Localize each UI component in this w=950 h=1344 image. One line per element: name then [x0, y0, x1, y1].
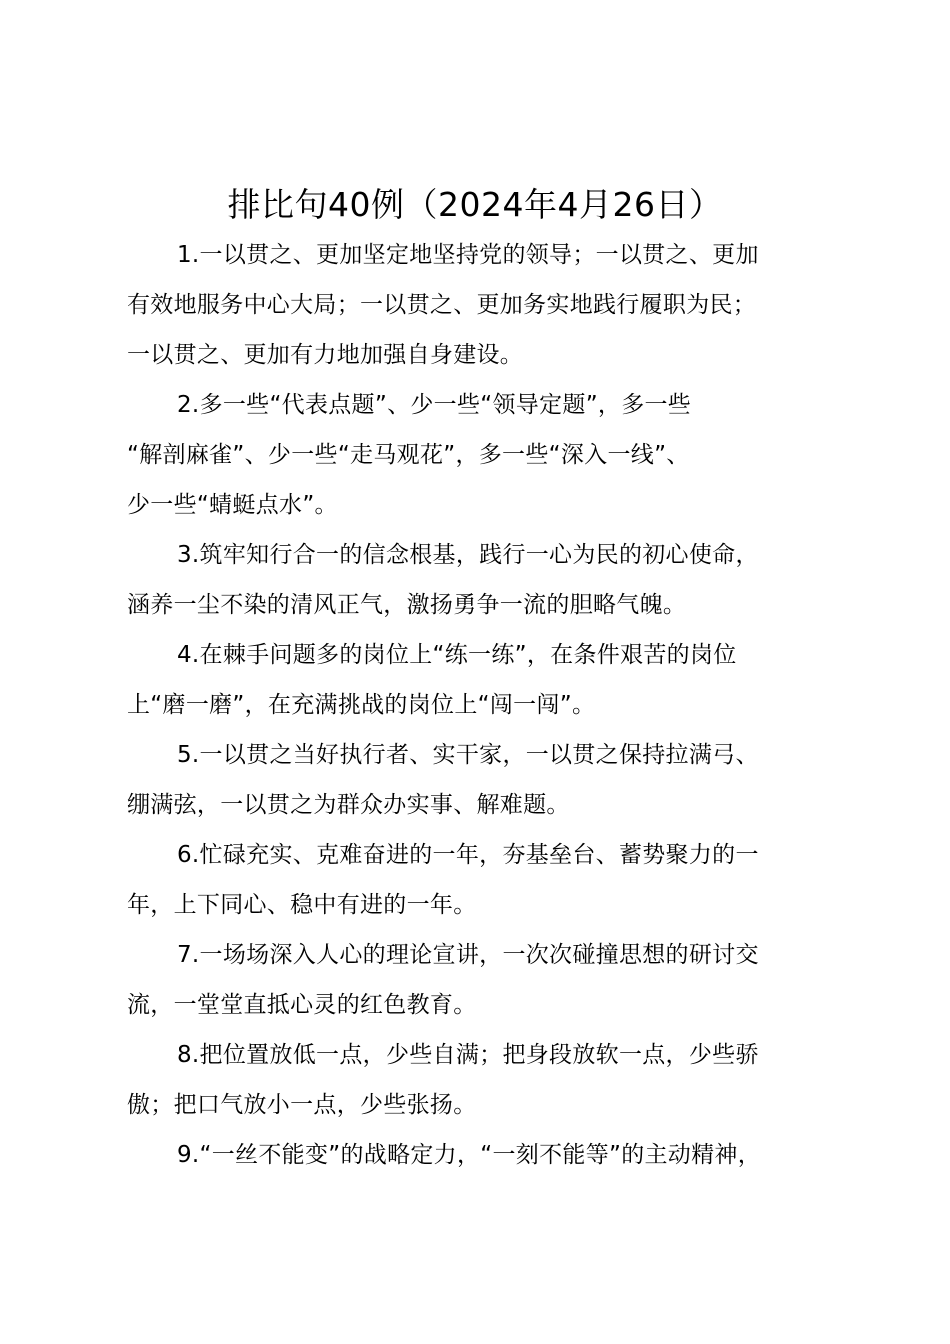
paragraph-9: [127, 1130, 832, 1180]
paragraph-line: 一以贯之、更加有力地加强自身建设。: [127, 342, 524, 368]
paragraph-2: [127, 380, 832, 530]
paragraph-6: [127, 830, 832, 930]
paragraph-4: [127, 630, 832, 730]
paragraph-line: 7.一场场深入人心的理论宣讲，一次次碰撞思想的研讨交: [177, 942, 759, 968]
paragraph-line: 年，上下同心、稳中有进的一年。: [127, 892, 477, 918]
paragraph-line: 6.忙碌充实、克难奋进的一年，夯基垒台、蓄势聚力的一: [177, 842, 759, 868]
paragraph-line: 1.一以贯之、更加坚定地坚持党的领导；一以贯之、更加: [177, 242, 759, 268]
paragraph-line: 上“磨一磨”，在充满挑战的岗位上“闯一闯”。: [127, 692, 596, 718]
paragraph-line: 流，一堂堂直抵心灵的红色教育。: [127, 992, 477, 1018]
paragraph-line: 涵养一尘不染的清风正气，激扬勇争一流的胆略气魄。: [127, 592, 687, 618]
paragraph-line: 少一些“蜻蜓点水”。: [127, 492, 338, 518]
document-title: 排比句40例（2024年4月26日）: [227, 185, 723, 224]
paragraph-line: 5.一以贯之当好执行者、实干家，一以贯之保持拉满弓、: [177, 742, 759, 768]
paragraph-line: 傲；把口气放小一点，少些张扬。: [127, 1092, 477, 1118]
paragraph-8: [127, 1030, 832, 1130]
paragraph-line: 绷满弦，一以贯之为群众办实事、解难题。: [127, 792, 570, 818]
paragraph-line: 2.多一些“代表点题”、少一些“领导定题”，多一些: [177, 392, 692, 418]
paragraph-line: 8.把位置放低一点，少些自满；把身段放软一点，少些骄: [177, 1042, 759, 1068]
document-body: [127, 230, 832, 1180]
paragraph-3: [127, 530, 832, 630]
paragraph-line: 9.“一丝不能变”的战略定力，“一刻不能等”的主动精神，: [177, 1142, 762, 1168]
paragraph-5: [127, 730, 832, 830]
paragraph-1: [127, 230, 832, 380]
paragraph-7: [127, 930, 832, 1030]
paragraph-line: 4.在棘手问题多的岗位上“练一练”，在条件艰苦的岗位: [177, 642, 737, 668]
paragraph-line: 有效地服务中心大局；一以贯之、更加务实地践行履职为民；: [127, 292, 757, 318]
paragraph-line: 3.筑牢知行合一的信念根基，践行一心为民的初心使命，: [177, 542, 759, 568]
paragraph-line: “解剖麻雀”、少一些“走马观花”，多一些“深入一线”、: [127, 442, 690, 468]
